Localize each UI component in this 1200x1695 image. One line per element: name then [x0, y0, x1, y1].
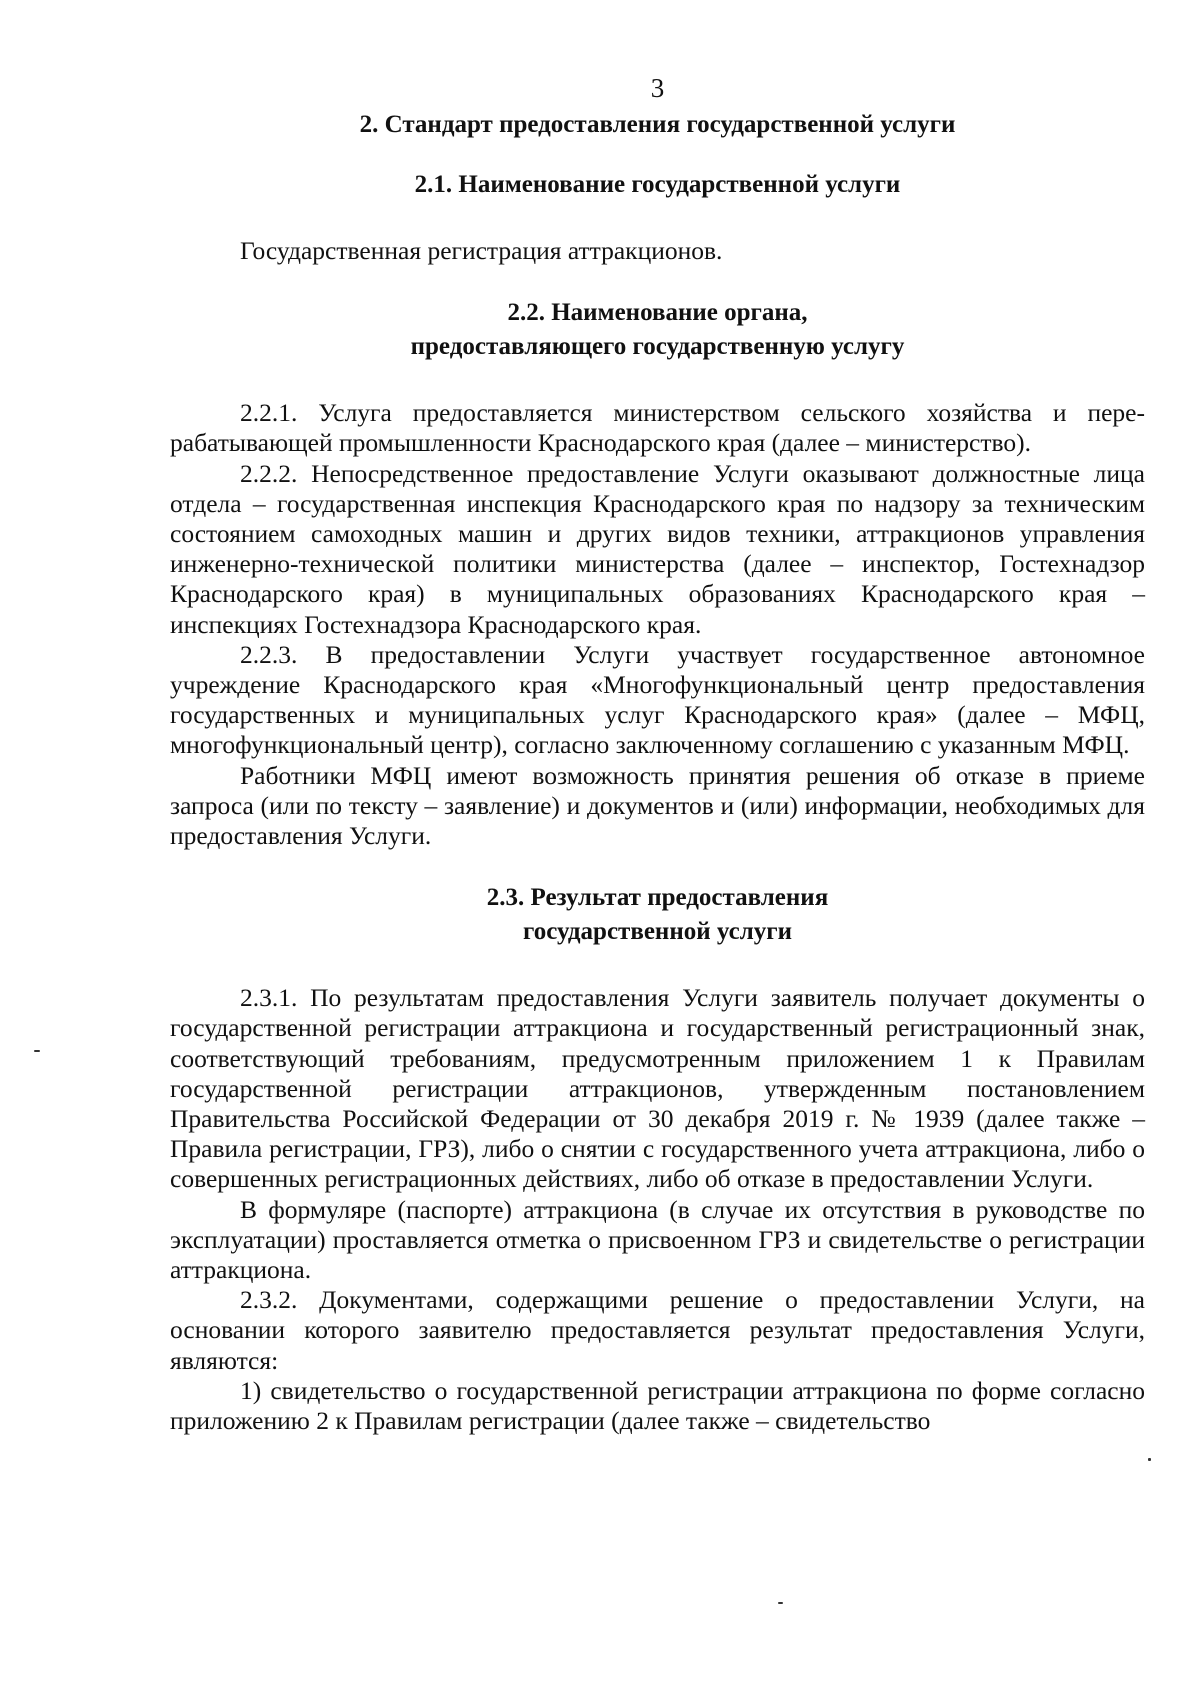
paragraph-2-2-2: 2.2.2. Непосредственное предоставление Услуги оказывают должностные лица отдела – государственная инспекция Краснодарского края по надзору за техническим состоянием самоходных машин и других видов техники, аттракционов управления инженерно-технической политики министерства (далее – инспектор, Гостехнадзор Краснодарского края) в муниципальных образованиях Краснодарского края – инспекциях Гостехнадзора Краснодарского края.	[170, 458, 1145, 639]
paragraph-2-2-1: 2.2.1. Услуга предоставляется министерством сельского хозяйства и перерабатывающей промышленности Краснодарского края (далее – министерство).	[170, 398, 1145, 458]
document-content	[170, 72, 1145, 1436]
subsection-2-2-title-line1: 2.2. Наименование органа,	[507, 299, 808, 327]
paragraph-2-3-1: 2.3.1. По результатам предоставления Услуги заявитель получает документы о государственной регистрации аттракциона и государственный регистрационный знак, соответствующий требованиям, предусмотренным приложением 1 к Правилам государственной регистрации аттракционов, утвержденным постановлением Правительства Российской Федерации от 30 декабря 2019 г. № 1939 (далее также – Правила регистрации, ГРЗ), либо о снятии с государственного учета аттракциона, либо о совершенных регистрационных действиях, либо об отказе в предоставлении Услуги.	[170, 983, 1145, 1194]
subsection-2-1-title: 2.1. Наименование государственной услуги	[414, 171, 901, 198]
paragraph-form-passport: В формуляре (паспорте) аттракциона (в случае их отсутствия в руководстве по эксплуатации) проставляется отметка о присвоенном ГРЗ и свидетельстве о регистрации аттракциона.	[170, 1194, 1145, 1285]
paragraph-2-3-2: 2.3.2. Документами, содержащими решение о предоставлении Услуги, на основании которого заявителю предоставляется результат предоставления Услуги, являются:	[170, 1285, 1145, 1375]
section-title: 2. Стандарт предоставления государственной услуги	[359, 111, 956, 138]
paragraph-mfc-workers: Работники МФЦ имеют возможность принятия решения об отказе в приеме запроса (или по тексту – заявление) и документов и (или) информации, необходимых для предоставления Услуги.	[170, 760, 1145, 851]
paragraph-item-1: 1) свидетельство о государственной регистрации аттракциона по форме согласно приложению 2 к Правилам регистрации (далее также – свидетельство	[170, 1375, 1145, 1436]
subsection-2-3-title-line1: 2.3. Результат предоставления	[486, 884, 829, 912]
service-name-text: Государственная регистрация аттракционов.	[240, 236, 723, 265]
subsection-2-3-title-line2: государственной услуги	[522, 918, 793, 946]
scan-speck	[1148, 1458, 1151, 1461]
paragraph-2-2-3: 2.2.3. В предоставлении Услуги участвует государственное автономное учреждение Краснодарского края «Многофункциональный центр предоставления государственных и муниципальных услуг Краснодарского края» (далее – МФЦ, многофункциональный центр), согласно заключенному соглашению с указанным МФЦ.	[170, 639, 1145, 760]
scan-speck	[778, 1602, 783, 1604]
scan-speck	[34, 1050, 40, 1052]
subsection-2-2-title-line2: предоставляющего государственную услугу	[410, 333, 905, 361]
page-number: 3	[650, 73, 665, 103]
